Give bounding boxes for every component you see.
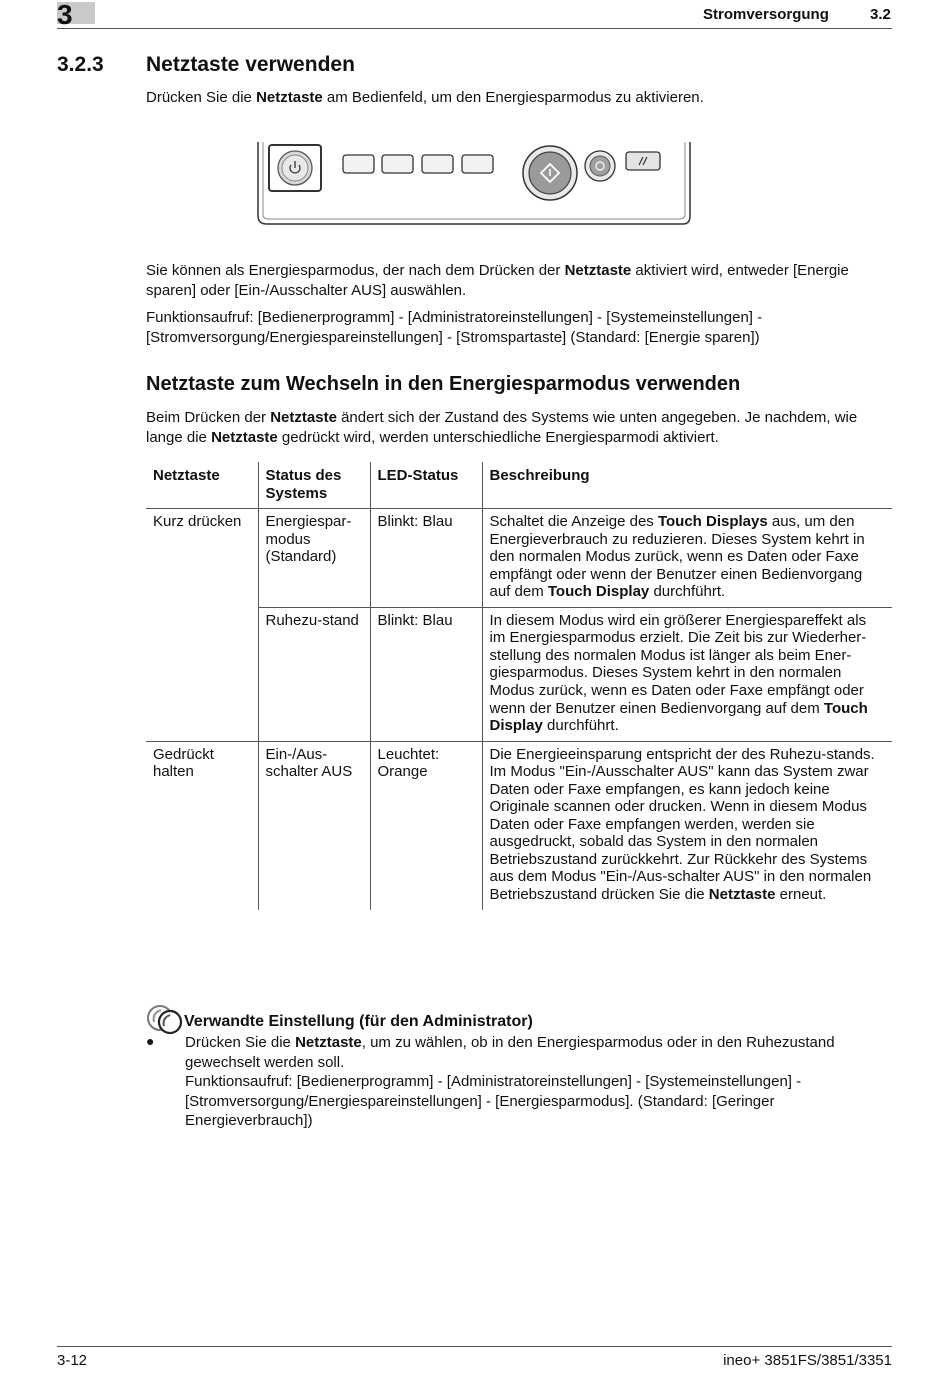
function-keys-icon <box>343 155 493 173</box>
header-description: Beschreibung <box>482 462 892 509</box>
subsection-title: Netztaste zum Wechseln in den Energiesparmodus verwenden <box>146 373 741 395</box>
cell-status: Energiespar-modus (Standard) <box>258 509 370 608</box>
table-row <box>146 509 892 608</box>
cell-key: Kurz drücken <box>146 509 258 742</box>
table-header-row <box>146 462 892 509</box>
power-key-icon <box>269 145 321 191</box>
header-key: Netztaste <box>146 462 258 509</box>
paragraph-table-intro: Beim Drücken der Netztaste ändert sich der Zustand des Systems wie unten angegeben. Je nachdem, wie lange die Netztaste gedrückt wird, werden unterschiedliche Energiesparmodi aktiviert. <box>146 409 858 446</box>
related-setting-path: Funktionsaufruf: [Bedienerprogramm] - [Administratoreinstellungen] - [Systemeinstellungen] - [Stromversorgung/Energiespareinstellungen] - [Energiesparmodus]. (Standard: [Geringer Energieverbrauch]) <box>185 1073 802 1129</box>
stop-key-icon <box>585 151 615 181</box>
header-led: LED-Status <box>370 462 482 509</box>
cell-description: Schaltet die Anzeige des Touch Displays aus, um den Energieverbrauch zu reduzieren. Dieses System kehrt in den normalen Modus zurück, wenn es Daten oder Faxe empfängt oder wenn der Benutzer einen Bedienvorgang auf dem Touch Display durchführt. <box>482 509 892 608</box>
model-name: ineo+ 3851FS/3851/3351 <box>723 1352 892 1369</box>
cell-led: Blinkt: Blau <box>370 607 482 741</box>
start-key-icon <box>523 146 577 200</box>
chapter-number: 3 <box>57 0 73 30</box>
table-row <box>146 741 892 909</box>
running-header-title: Stromversorgung <box>703 6 829 23</box>
bullet-icon: ● <box>146 1033 155 1049</box>
page-number: 3-12 <box>57 1352 88 1369</box>
energy-mode-table <box>146 462 892 910</box>
table-row <box>146 607 892 741</box>
paragraph-function-path: Funktionsaufruf: [Bedienerprogramm] - [Administratoreinstellungen] - [Systemeinstellungen] - [Stromversorgung/Energiespareinstellungen] - [Stromspartaste] (Standard: [Energie sparen]) <box>146 309 763 346</box>
header-rule <box>57 28 892 29</box>
intro-paragraph: Drücken Sie die Netztaste am Bedienfeld, um den Energiesparmodus zu aktivieren. <box>146 89 704 106</box>
paragraph-mode-selection: Sie können als Energiesparmodus, der nach dem Drücken der Netztaste aktiviert wird, entweder [Energie sparen] oder [Ein-/Ausschalter AUS] auswählen. <box>146 262 849 299</box>
running-header-section: 3.2 <box>870 6 891 23</box>
related-setting-title: Verwandte Einstellung (für den Administrator) <box>184 1013 533 1030</box>
section-number: 3.2.3 <box>57 53 104 76</box>
cell-status: Ein-/Aus-schalter AUS <box>258 741 370 909</box>
cell-description: In diesem Modus wird ein größerer Energiespareffekt als im Energiesparmodus erzielt. Die Zeit bis zur Wiederher-stellung des normalen Modus ist länger als beim Ener-giesparmodus. Dieses System kehrt in den normalen Modus zurück, wenn es Daten oder Faxe empfängt oder wenn der Benutzer einen Bedienvorgang auf dem Touch Display durchführt. <box>482 607 892 741</box>
related-setting-text <box>185 1033 891 1131</box>
related-setting-line: Drücken Sie die Netztaste, um zu wählen, ob in den Energiesparmodus oder in den Ruhezustand gewechselt werden soll. <box>185 1034 835 1071</box>
section-title: Netztaste verwenden <box>146 53 355 76</box>
footer-rule <box>57 1346 892 1347</box>
cell-led: Blinkt: Blau <box>370 509 482 608</box>
cell-status: Ruhezu-stand <box>258 607 370 741</box>
control-panel-illustration <box>255 138 695 233</box>
header-status: Status des Systems <box>258 462 370 509</box>
cell-description: Die Energieeinsparung entspricht der des Ruhezu-stands. Im Modus "Ein-/Ausschalter AUS" kann das System zwar Daten oder Faxe empfangen, es kann jedoch keine Originale scannen oder drucken. Wenn in diesem Modus Daten oder Faxe empfangen werden, werden sie ausgedruckt, sobald das System in den normalen Betriebszustand zurückkehrt. Zur Rückkehr des Systems aus dem Modus "Ein-/Aus-schalter AUS" in den normalen Betriebszustand drücken Sie die Netztaste erneut. <box>489 745 875 904</box>
reset-key-icon <box>626 152 660 170</box>
cell-led: Leuchtet: Orange <box>370 741 482 909</box>
cell-key: Gedrückt halten <box>146 741 258 909</box>
